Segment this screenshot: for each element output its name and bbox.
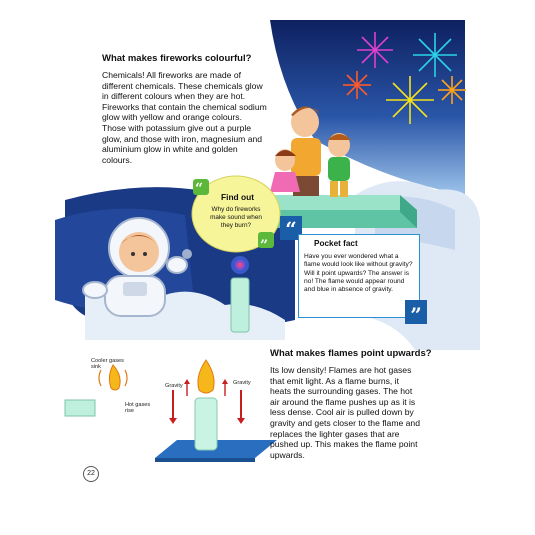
label-hot-gases: Hot gases rise: [125, 402, 151, 415]
find-out-text: Why do fireworks make sound when they burn?: [210, 206, 262, 229]
svg-text:”: ”: [260, 238, 269, 254]
label-cooler-gases: Cooler gases sink: [91, 358, 124, 371]
small-candle-diagram: [65, 365, 127, 416]
label-gravity-right: Gravity: [233, 380, 251, 386]
pocket-fact-title: Pocket fact: [314, 239, 358, 248]
svg-text:“: “: [195, 181, 204, 197]
find-out-title: Find out: [221, 192, 255, 202]
heading-flames: What makes flames point upwards?: [270, 348, 432, 359]
quote-open-icon: “: [280, 216, 302, 240]
label-gravity-left: Gravity: [165, 383, 183, 389]
page-number: 22: [83, 466, 99, 482]
find-out-box: [191, 176, 281, 256]
quote-close-icon: ”: [405, 300, 427, 324]
space-candle: [231, 256, 249, 332]
paragraph-flames: Its low density! Flames are hot gases that emit light. As a flame burns, it heats the surrounding gases. The hot air around the flame pushes up as it is less dense. Cool air is pulled down by gravity and gets closer to the flame and replaces the lighter gases that are pushed up. This makes the flame point upwards.: [270, 365, 420, 460]
paragraph-fireworks: Chemicals! All fireworks are made of different chemicals. These chemicals glow in different colours when they are hot. Fireworks that contain the chemical sodium glow with yellow and orange colours. Those with potassium give out a purple glow, and those with iron, magnesium and aluminium glow in white and golden colours.: [102, 70, 267, 165]
pocket-fact-text: Have you ever wondered what a flame would look like without gravity? Will it point upwards? The answer is no! The flame would appear round and blue in absence of gravity.: [304, 253, 413, 294]
heading-fireworks: What makes fireworks colourful?: [102, 53, 252, 64]
pocket-fact-box: [298, 234, 420, 318]
candle-gravity-diagram: [155, 360, 277, 462]
book-page: [55, 20, 480, 520]
